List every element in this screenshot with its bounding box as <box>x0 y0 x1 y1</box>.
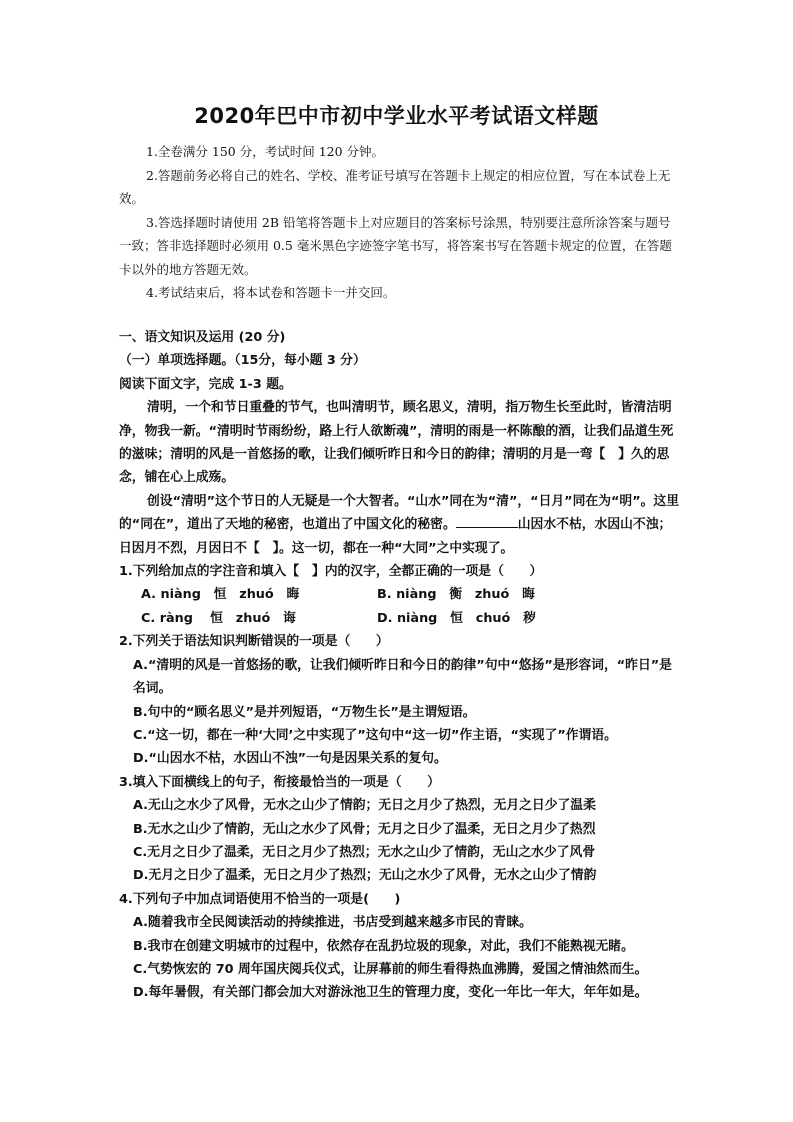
passage-paragraph-1: 清明，一个和节日重叠的节气，也叫清明节，顾名思义，清明，指万物生长至此时，皆清洁明净，物我一新。“清明时节雨纷纷，路上行人欲断魂”，清明的雨是一杯陈酿的酒，让我们品道生死的滋味；清明的风是一首悠扬的歌，让我们倾听昨日和今日的韵律；清明的月是一弯【 】久的思念，铺在心上成殇。 <box>119 400 674 486</box>
question-1-stem: 1.下列给加点的字注音和填入【 】内的汉字，全都正确的一项是（ ） <box>119 564 543 580</box>
option-c[interactable]: C. ràng 恒 zhuó 诲 <box>141 610 296 626</box>
option-a[interactable]: A.无山之水少了风骨，无水之山少了情韵；无日之月少了热烈，无月之日少了温柔 <box>133 798 596 814</box>
question-2-stem: 2.下列关于语法知识判断错误的一项是（ ） <box>119 634 389 650</box>
question-1-options-row <box>119 583 679 606</box>
option-d[interactable]: D. niàng 恒 chuó 秽 <box>377 610 536 626</box>
option-b[interactable]: B.句中的“顾名思义”是并列短语，“万物生长”是主谓短语。 <box>133 704 476 720</box>
note-item: 4.考试结束后，将本试卷和答题卡一并交回。 <box>146 285 396 300</box>
question-1-options-row <box>119 607 679 630</box>
option-d[interactable]: D.无月之日少了温柔，无日之月少了热烈；无山之水少了风骨，无水之山少了情韵 <box>133 868 597 884</box>
option-c[interactable]: C.气势恢宏的 70 周年国庆阅兵仪式，让屏幕前的师生看得热血沸腾，爱国之情油然而生。 <box>133 961 648 977</box>
question-3-stem: 3.填入下面横线上的句子，衔接最恰当的一项是（ ） <box>119 774 440 790</box>
option-a[interactable]: A. niàng 恒 zhuó 晦 <box>141 587 300 603</box>
reading-instruction: 阅读下面文字，完成 1-3 题。 <box>119 376 292 392</box>
passage-paragraph-2-text: 创设“清明”这个节日的人无疑是一个大智者。“山水”同在为“清”，“日月”同在为“明”。这里的“同在”，道出了天地的秘密，也道出了中国文化的秘密。 <box>119 493 679 533</box>
option-d[interactable]: D.每年暑假，有关部门都会加大对游泳池卫生的管理力度，变化一年比一年大，年年如是。 <box>133 985 648 1001</box>
option-c[interactable]: C.无月之日少了温柔，无日之月少了热烈；无水之山少了情韵，无山之水少了风骨 <box>133 844 596 860</box>
option-c[interactable]: C.“这一切，都在一种‘大同’之中实现了”这句中“这一切”作主语，“实现了”作谓语。 <box>133 727 617 743</box>
subsection-heading: （一）单项选择题。（15分，每小题 3 分） <box>119 353 366 369</box>
option-a[interactable]: A.随着我市全民阅读活动的持续推进，书店受到越来越多市民的青睐。 <box>133 915 532 931</box>
question-4-stem: 4.下列句子中加点词语使用不恰当的一项是( ) <box>119 891 401 907</box>
option-b[interactable]: B. niàng 衡 zhuó 晦 <box>377 587 535 603</box>
option-d[interactable]: D.“山因水不枯，水因山不浊”一句是因果关系的复句。 <box>133 751 447 767</box>
note-item: 3.答选择题时请使用 2B 铅笔将答题卡上对应题目的答案标号涂黑，特别要注意所涂答案与题号一致；答非选择题时必须用 0.5 毫米黑色字迹签字笔书写，将答案书写在答题卡规定的位置，在答题卡以外的地方答题无效。 <box>119 214 672 277</box>
question-body <box>119 326 679 1005</box>
page-title: 2020年巴中市初中学业水平考试语文样题 <box>194 104 599 128</box>
note-item: 2.答题前务必将自己的姓名、学校、准考证号填写在答题卡上规定的相应位置，写在本试卷上无效。 <box>119 167 671 206</box>
fill-blank-line <box>456 515 518 528</box>
exam-notes <box>119 140 675 305</box>
option-b[interactable]: B.无水之山少了情韵，无山之水少了风骨；无月之日少了温柔，无日之月少了热烈 <box>133 821 596 837</box>
option-a[interactable]: A.“清明的风是一首悠扬的歌，让我们倾听昨日和今日的韵律”句中“悠扬”是形容词，“昨日”是名词。 <box>133 657 672 697</box>
passage-paragraph-2-tail: 山因水不枯，水因山不浊；日因月不烈，月因日不【 】。这一切，都在一种“大同”之中实现了。 <box>119 517 672 556</box>
passage-paragraph-2 <box>119 490 679 560</box>
option-b[interactable]: B.我市在创建文明城市的过程中，依然存在乱扔垃圾的现象，对此，我们不能熟视无睹。 <box>133 938 634 954</box>
section-heading: 一、语文知识及运用 (20 分) <box>119 330 286 345</box>
note-item: 1.全卷满分 150 分，考试时间 120 分钟。 <box>146 144 385 159</box>
